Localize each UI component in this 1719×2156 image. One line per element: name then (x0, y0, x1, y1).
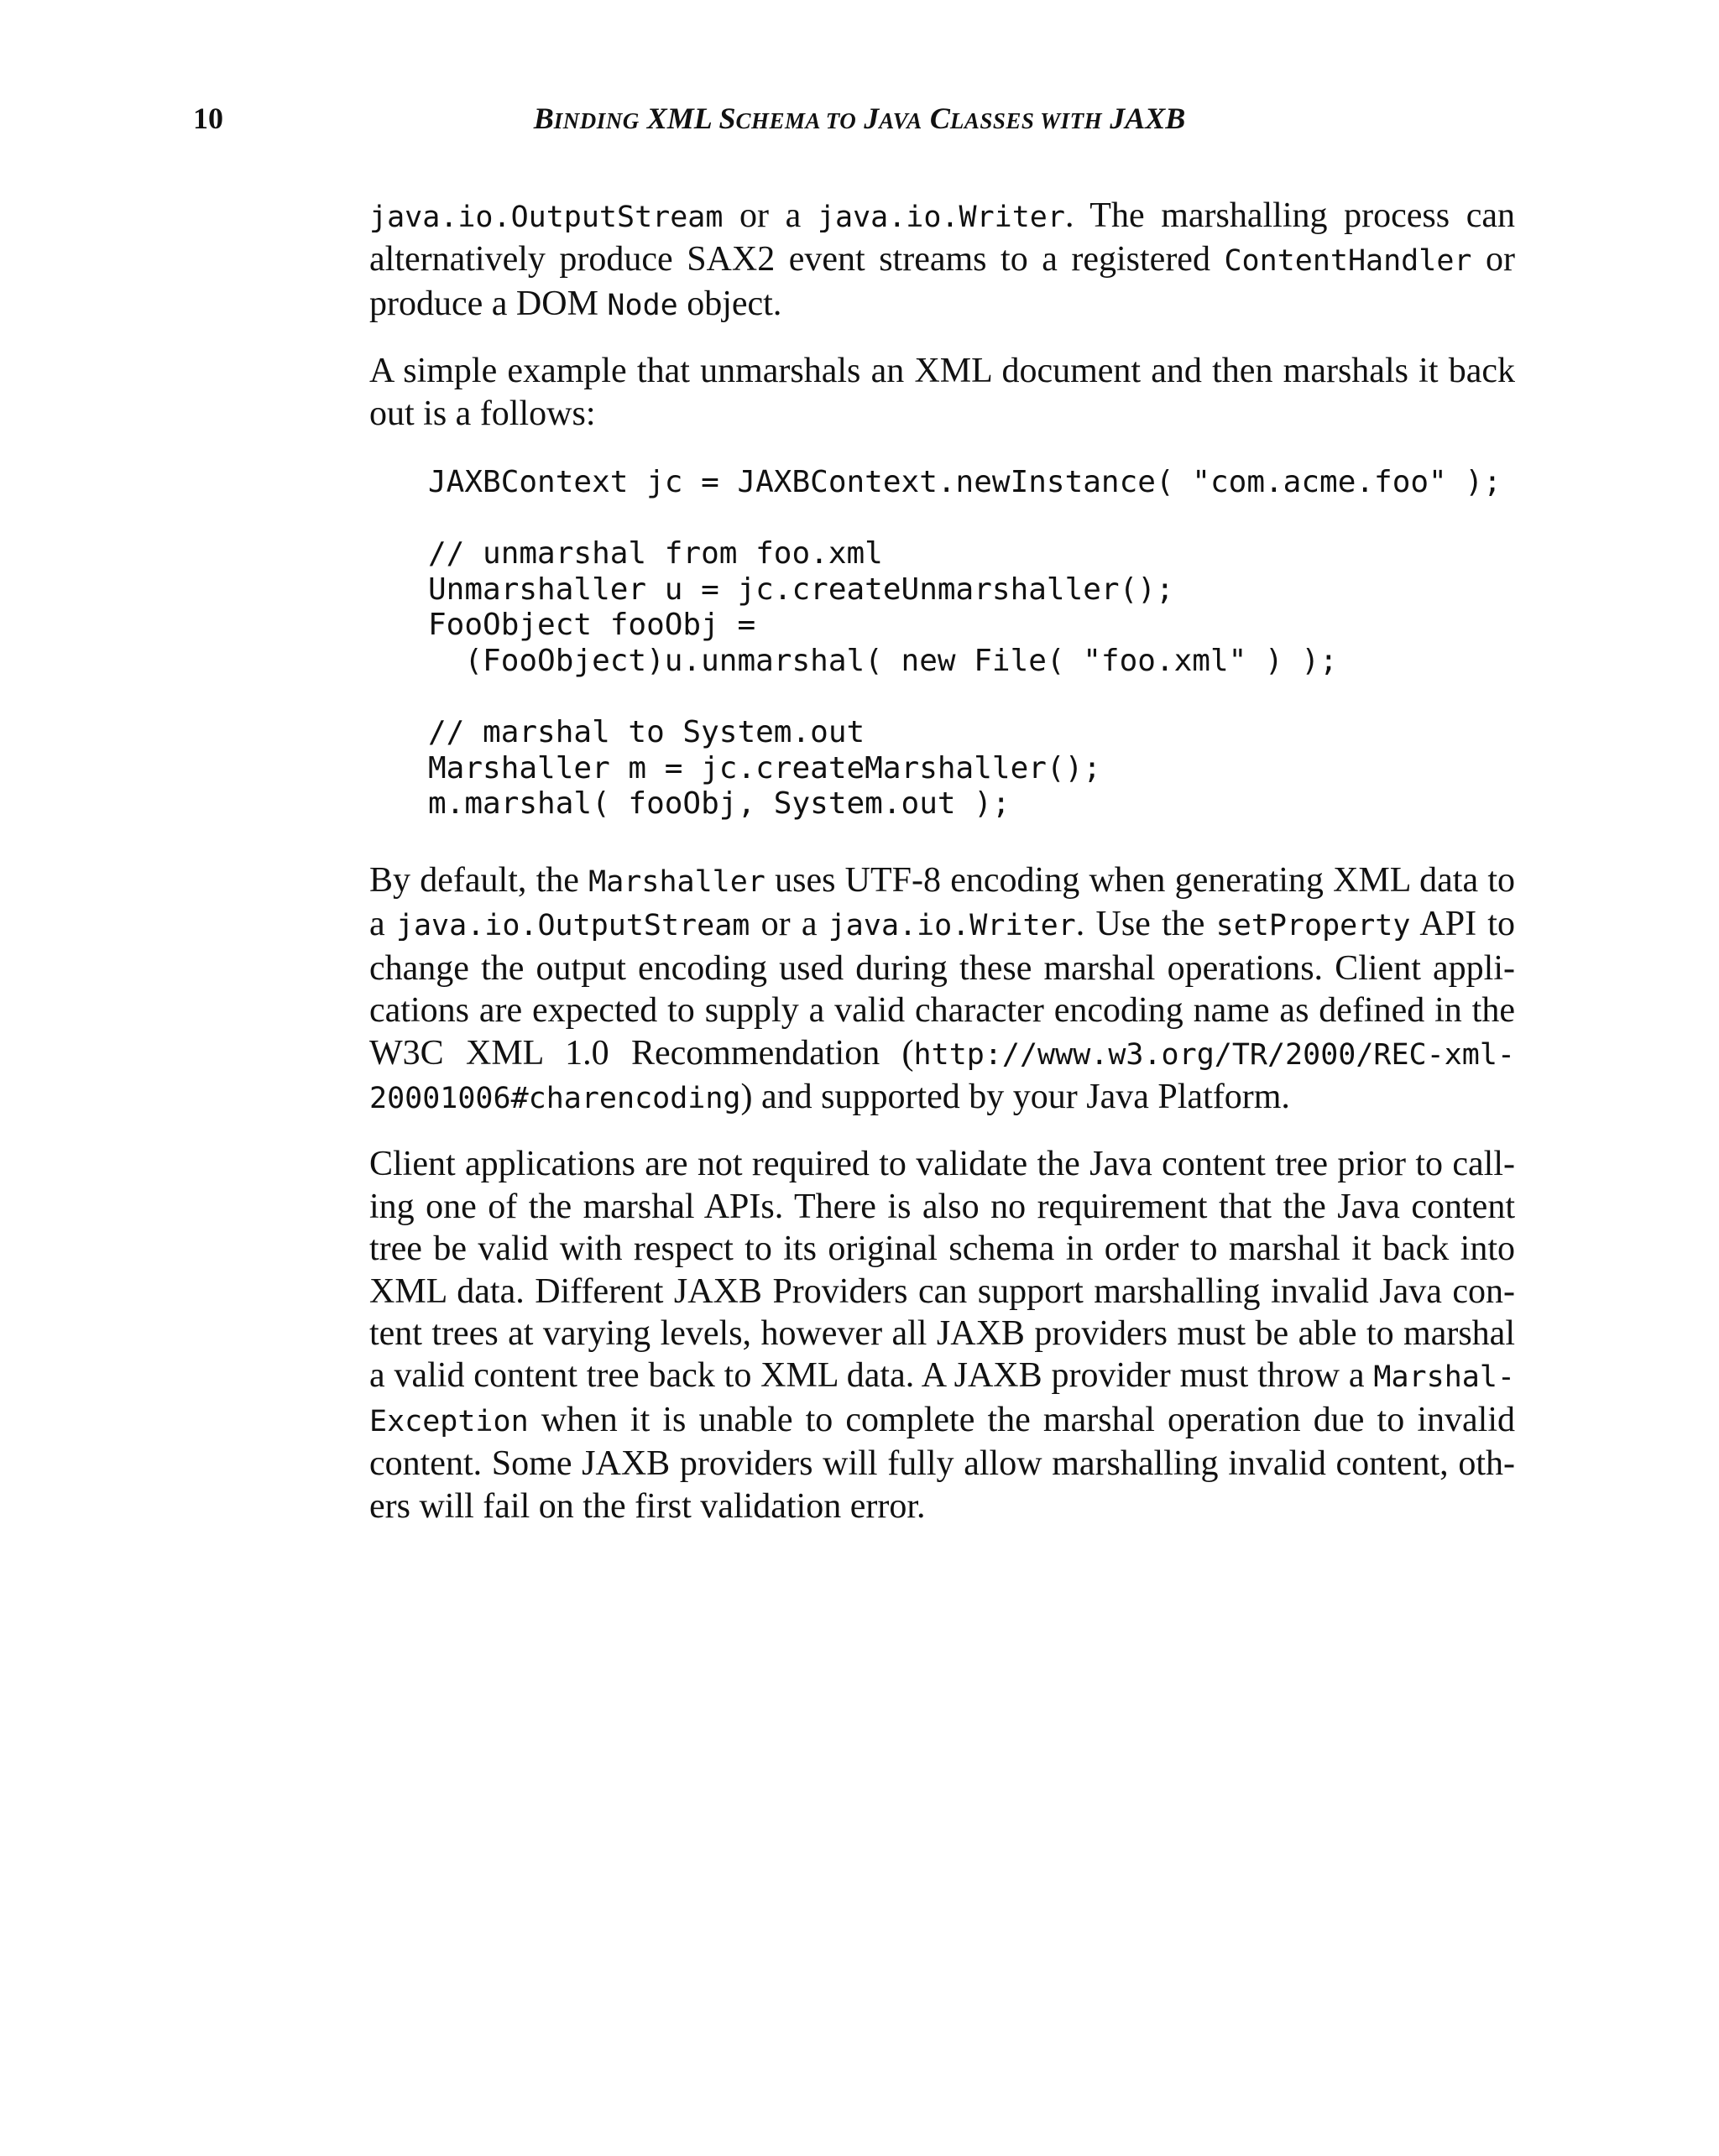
inline-code: ContentHandler (1224, 244, 1472, 279)
inline-code: java.io.OutputStream (369, 201, 724, 234)
text-run: ) and supported by your Java Platform. (740, 1078, 1290, 1116)
paragraph-example-intro (369, 350, 1515, 435)
code-line: // marshal to System.out (428, 715, 865, 750)
running-header (0, 99, 1719, 140)
page-body (369, 195, 1515, 1551)
running-header-part: LASSES WITH (949, 108, 1103, 133)
code-line (428, 680, 1515, 716)
text-run: API to change the output encoding used during these marshal operations. Client applications are expected to supply a valid character encoding name as defined in the W3C XML 1.0 Recommendation ( (369, 905, 1515, 1073)
text-run: . The marshalling process can alternatively produce SAX2 event streams to a registered (369, 196, 1515, 279)
running-header-part: XML S (639, 102, 736, 135)
code-line: Marshaller m = jc.createMarshaller(); (428, 750, 1101, 786)
running-header-part: B (533, 102, 554, 135)
inline-code: MarshalException (369, 1360, 1515, 1438)
text-run: A simple example that unmarshals an XML document and then marshals it back out is a follows: (369, 352, 1515, 433)
text-run: when it is unable to complete the marshal operation due to invalid content. Some JAXB providers will fully allow marshalling invalid content, others will fail on the first validation error. (369, 1400, 1515, 1526)
running-header-part: JAXB (1102, 102, 1186, 135)
paragraph-encoding (369, 859, 1515, 1120)
paragraph-validation (369, 1143, 1515, 1527)
inline-code: java.io.Writer (828, 909, 1076, 943)
code-line: JAXBContext jc = JAXBContext.newInstance( "com.acme.foo" ); (428, 465, 1502, 500)
inline-code: java.io.Writer (817, 201, 1065, 234)
text-run: or a (750, 905, 828, 944)
code-line (428, 501, 1515, 537)
text-run: Client applications are not required to validate the Java content tree prior to calling one of the marshal APIs. There is also no requirement that the Java content tree be valid with respect to its original schema in order to marshal it back into XML data. Different JAXB Providers can support marshalling invalid Java content trees at varying levels, however all JAXB providers must be able to marshal a valid content tree back to XML data. A JAXB provider must throw a (369, 1145, 1515, 1396)
paragraph-marshalling-output (369, 195, 1515, 326)
inline-code: Marshaller (588, 864, 765, 899)
text-run: object. (677, 284, 782, 323)
running-header-part: J (856, 102, 880, 135)
running-header-part: CHEMA TO (735, 108, 857, 133)
running-header-part: INDING (553, 108, 640, 133)
inline-code: java.io.OutputStream (395, 909, 750, 943)
running-header-part: C (922, 102, 950, 135)
code-example (428, 465, 1515, 822)
text-run: . Use the (1075, 905, 1216, 944)
code-line: Unmarshaller u = jc.createUnmarshaller(); (428, 572, 1174, 607)
code-line: // unmarshal from foo.xml (428, 536, 883, 572)
running-header-part: AVA (879, 108, 922, 133)
inline-code: http://www.w3.org/TR/2000/REC-xml-20001006#charencoding (369, 1037, 1515, 1115)
inline-code: Node (607, 288, 678, 322)
code-line: FooObject fooObj = (428, 608, 756, 643)
page-number: 10 (193, 102, 223, 135)
text-run: uses UTF-8 encoding when generating XML data to a (369, 860, 1516, 944)
code-line: (FooObject)u.unmarshal( new File( "foo.xml" ) ); (428, 644, 1338, 678)
code-line: m.marshal( fooObj, System.out ); (428, 786, 1011, 822)
text-run: or produce a DOM (369, 240, 1515, 323)
text-run: By default, the (369, 860, 589, 900)
text-run: or a (723, 196, 818, 235)
inline-code: setProperty (1215, 909, 1411, 943)
